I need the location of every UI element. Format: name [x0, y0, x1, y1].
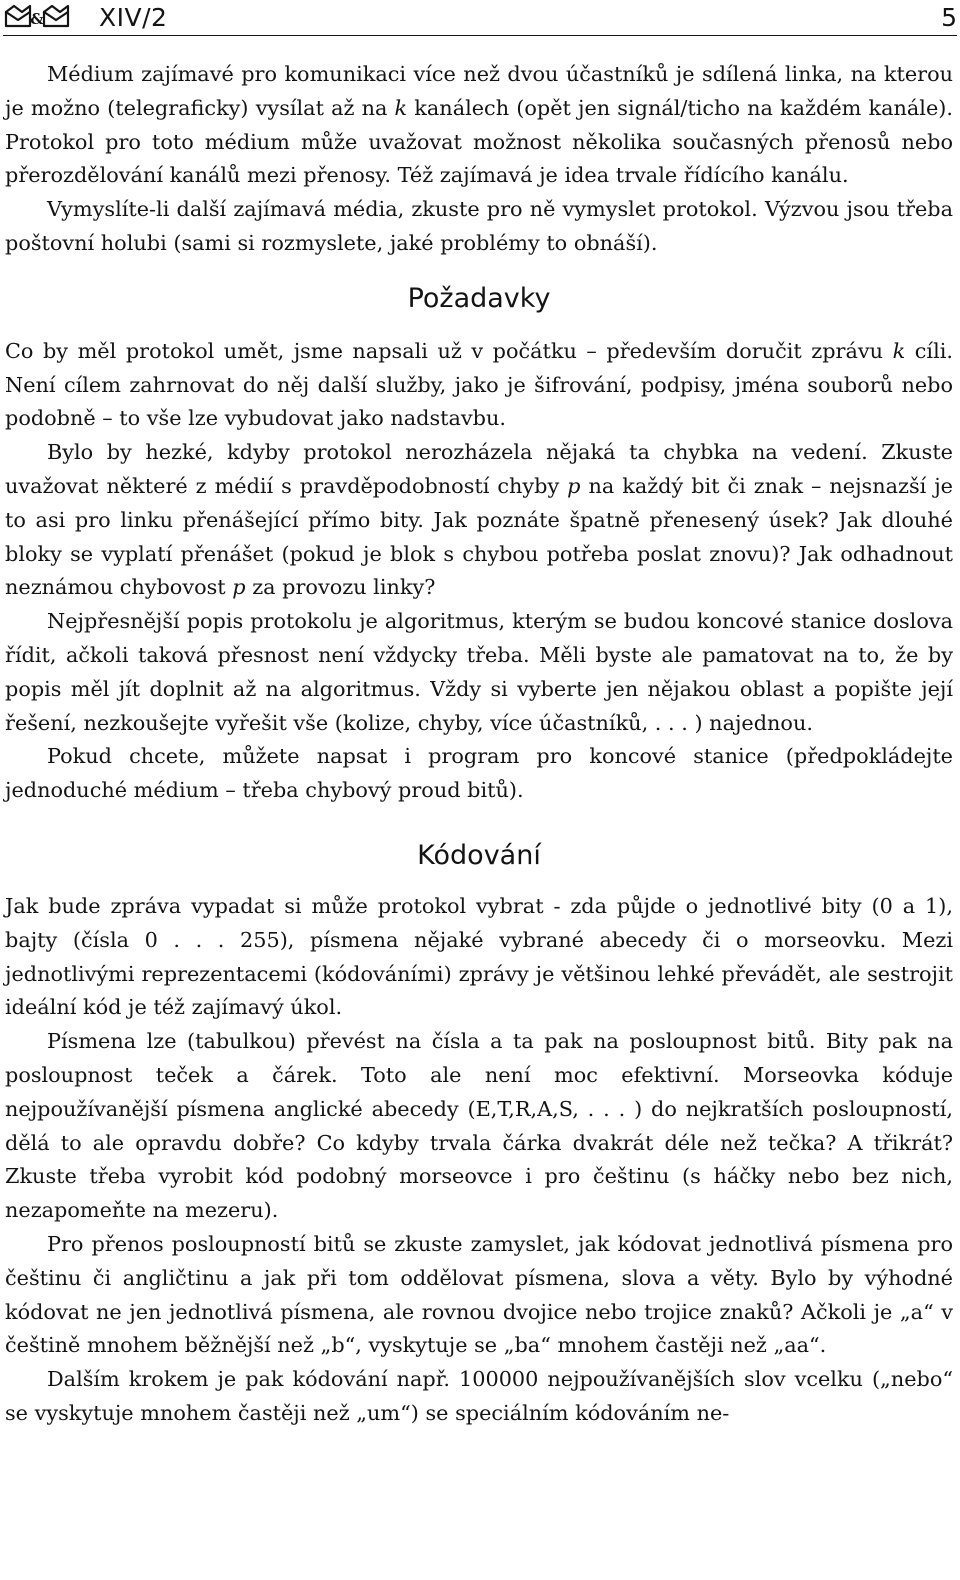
section-heading-kodovani: Kódování	[417, 839, 541, 871]
paragraph	[5, 1228, 953, 1363]
paragraph-text: Co by měl protokol umět, jsme napsali už v počátku – především doručit zprávu k cíli. Není cílem zahrnovat do něj další služby, jako je šifrování, podpisy, jména souborů nebo podobně – to vše lze vybudovat jako nadstavbu.	[5, 338, 953, 431]
svg-text:&: &	[30, 10, 44, 28]
paragraph	[5, 890, 953, 1025]
issue-label: XIV/2	[99, 3, 168, 32]
paragraph	[5, 740, 953, 808]
mam-logo-icon	[4, 4, 70, 28]
paragraph-text: Pro přenos posloupností bitů se zkuste zamyslet, jak kódovat jednotlivá písmena pro češtinu či angličtinu a jak při tom oddělovat písmena, slova a věty. Bylo by výhodné kódovat ne jen jednotlivá písmena, ale rovnou dvojice nebo trojice znaků? Ačkoli je „a“ v češtině mnohem běžnější než „b“, vyskytuje se „ba“ mnohem častěji než „aa“.	[5, 1231, 953, 1358]
paragraph-text: Médium zajímavé pro komunikaci více než dvou účastníků je sdílená linka, na kterou je možno (telegraficky) vysílat až na k kanálech (opět jen signál/ticho na každém kanále). Protokol pro toto médium může uvažovat možnost několika současných přenosů nebo přerozdělování kanálů mezi přenosy. Též zajímavá je idea trvale řídícího kanálu.	[5, 62, 953, 188]
paragraph	[5, 193, 953, 261]
page-number: 5	[941, 3, 957, 32]
paragraph	[5, 1025, 953, 1228]
paragraph	[5, 436, 953, 605]
paragraph-text: Vymyslíte-li další zajímavá média, zkuste pro ně vymyslet protokol. Výzvou jsou třeba poštovní holubi (sami si rozmyslete, jaké problémy to obnáší).	[5, 197, 953, 255]
paragraph-text: Jak bude zpráva vypadat si může protokol vybrat - zda půjde o jednotlivé bity (0 a 1), bajty (čísla 0 . . . 255), písmena nějaké vybrané abecedy či o morseovku. Mezi jednotlivými reprezentacemi (kódováními) zprávy je většinou lehké převádět, ale sestrojit ideální kód je též zajímavý úkol.	[5, 893, 953, 1020]
paragraph-text: Písmena lze (tabulkou) převést na čísla a ta pak na posloupnost bitů. Bity pak na posloupnost teček a čárek. Toto ale není moc efektivní. Morseovka kóduje nejpoužívanější písmena anglické abecedy (E,T,R,A,S, . . . ) do nejkratších posloupností, dělá to ale opravdu dobře? Co kdyby trvala čárka dvakrát déle než tečka? A třikrát? Zkuste třeba vyrobit kód podobný morseovce i pro češtinu (s háčky nebo bez nich, nezapomeňte na mezeru).	[5, 1029, 953, 1223]
paragraph-text: Dalším krokem je pak kódování např. 100000 nejpoužívanějších slov vcelku („nebo“ se vyskytuje mnohem častěji než „um“) se speciálním kódováním ne-	[5, 1367, 953, 1425]
paragraph	[5, 58, 953, 193]
paragraph-text: Pokud chcete, můžete napsat i program pro koncové stanice (předpokládejte jednoduché médium – třeba chybový proud bitů).	[5, 744, 953, 803]
section-heading-pozadavky: Požadavky	[407, 282, 551, 314]
paragraph-text: Nejpřesnější popis protokolu je algoritmus, kterým se budou koncové stanice doslova řídit, ačkoli taková přesnost není vždycky třeba. Měli byste ale pamatovat na to, že by popis měl jít doplnit až na algoritmus. Vždy si vyberte jen nějakou oblast a popište její řešení, nezkoušejte vyřešit vše (kolize, chyby, více účastníků, . . . ) najednou.	[5, 609, 953, 735]
paragraph	[5, 605, 953, 740]
paragraph	[5, 335, 953, 436]
paragraph	[5, 1363, 953, 1431]
article-body	[5, 58, 953, 1431]
page-header	[3, 0, 957, 36]
paragraph-text: Bylo by hezké, kdyby protokol nerozházela nějaká ta chybka na vedení. Zkuste uvažovat některé z médií s pravděpodobností chyby p na každý bit či znak – nejsnazší je to asi pro linku přenášející přímo bity. Jak poznáte špatně přenesený úsek? Jak dlouhé bloky se vyplatí přenášet (pokud je blok s chybou potřeba poslat znovu)? Jak odhadnout neznámou chybovost p za provozu linky?	[5, 440, 953, 600]
